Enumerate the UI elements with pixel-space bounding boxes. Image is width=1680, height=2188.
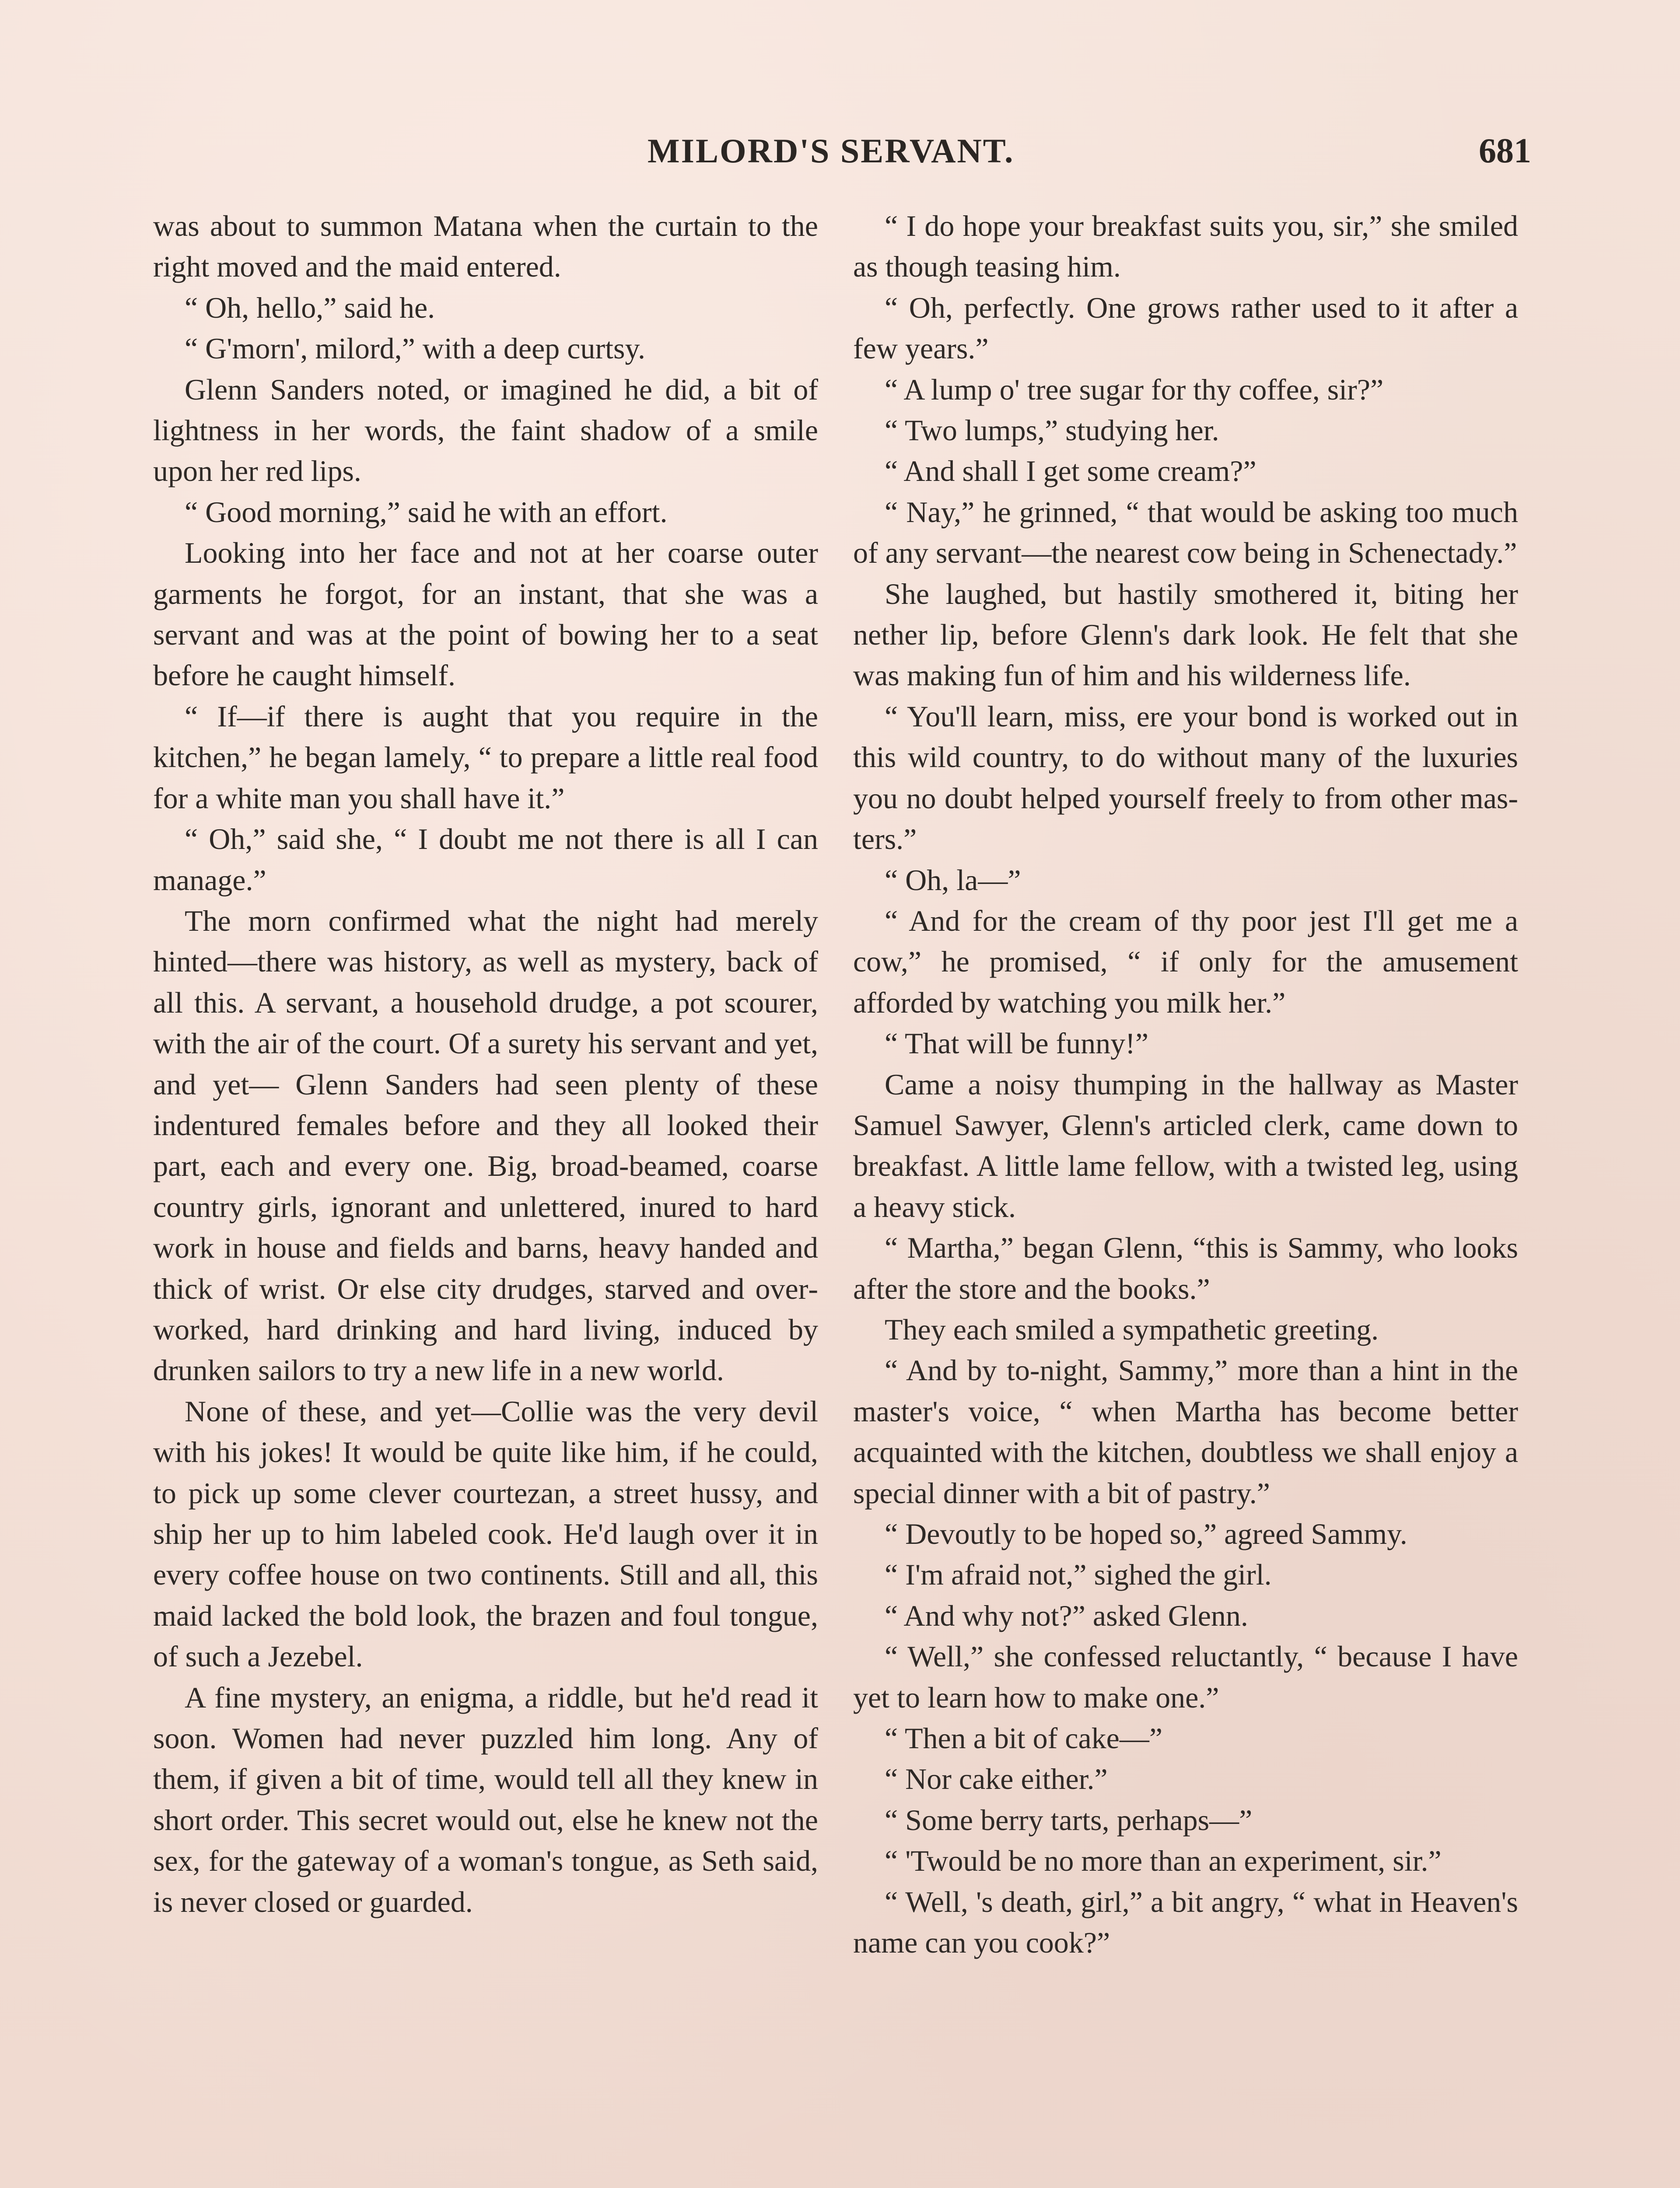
paragraph: “ 'Twould be no more than an experiment, sir.” xyxy=(885,1844,1442,1878)
paragraph: “ Nay,” he grinned, “ that would be asking too much of any servant—the nearest cow being in Schenectady.” xyxy=(853,495,1518,570)
paragraph: A fine mystery, an enigma, a riddle, but he'd read it soon. Women had never puzzled him long. Any of them, if given a bit of time, would tell all they knew in short order. This secret would out, else he knew not the sex, for the gateway of a woman's tongue, as Seth said, is never closed or guarded. xyxy=(153,1680,818,1918)
paragraph: “ I'm afraid not,” sighed the girl. xyxy=(885,1558,1272,1592)
paragraph: “ I do hope your breakfast suits you, sir,” she smiled as though teasing him. xyxy=(853,209,1518,284)
paragraph: “ G'morn', milord,” with a deep curtsy. xyxy=(185,332,646,365)
paragraph: “ That will be funny!” xyxy=(885,1027,1149,1060)
paragraph: “ Well, 's death, girl,” a bit angry, “ what in Heaven's name can you cook?” xyxy=(853,1885,1518,1960)
paragraph: They each smiled a sympathetic greeting. xyxy=(885,1312,1379,1346)
paragraph: Looking into her face and not at her coarse outer garments he forgot, for an instant, that she was a servant and was at the point of bowing her to a seat before he caught himself. xyxy=(153,536,818,692)
paragraph: “ And why not?” asked Glenn. xyxy=(885,1599,1248,1632)
paragraph: “ Then a bit of cake—” xyxy=(885,1722,1163,1755)
page-number: 681 xyxy=(1479,132,1531,170)
paragraph: “ Oh, perfectly. One grows rather used to it after a few years.” xyxy=(853,291,1518,365)
left-text-column xyxy=(153,206,818,1922)
paragraph: “ Nor cake either.” xyxy=(885,1762,1108,1796)
paragraph: “ And shall I get some cream?” xyxy=(885,454,1256,488)
paragraph: “ Good morning,” said he with an effort. xyxy=(185,495,668,529)
paragraph: “ And by to-night, Sammy,” more than a hint in the master's voice, “ when Martha has become better acquainted with the kitchen, doubtless we shall enjoy a special dinner with a bit of pastry.” xyxy=(853,1353,1518,1510)
paragraph: “ Some berry tarts, perhaps—” xyxy=(885,1803,1253,1837)
paragraph: “ Oh, la—” xyxy=(885,863,1021,897)
paragraph: was about to summon Matana when the curtain to the right moved and the maid entered. xyxy=(153,209,818,284)
paragraph: “ If—if there is aught that you require in the kitchen,” he began lamely, “ to prepare a little real food for a white man you shall have it.” xyxy=(153,699,818,815)
paragraph: “ Devoutly to be hoped so,” agreed Sammy. xyxy=(885,1517,1407,1550)
paragraph: The morn confirmed what the night had merely hinted—there was history, as well as mystery, back of all this. A servant, a household drudge, a pot scourer, with the air of the court. Of a surety his servant and yet, and yet— Glenn Sanders had seen plenty of these indentured females before and they all looked their part, each and every one. Big, broad-beamed, coarse country girls, ignorant and unlettered, inured to hard work in house and fields and barns, heavy handed and thick of wrist. Or else city drudges, starved and overworked, hard drinking and hard living, induced by drunken sailors to try a new life in a new world. xyxy=(153,904,818,1387)
paragraph: “ Two lumps,” studying her. xyxy=(885,414,1219,447)
paragraph: Glenn Sanders noted, or imagined he did, a bit of lightness in her words, the faint shadow of a smile upon her red lips. xyxy=(153,372,818,488)
paragraph: Came a noisy thumping in the hallway as Master Samuel Sawyer, Glenn's articled clerk, came down to breakfast. A little lame fellow, with a twisted leg, using a heavy stick. xyxy=(853,1067,1518,1224)
right-text-column xyxy=(853,206,1518,1963)
paragraph: “ You'll learn, miss, ere your bond is worked out in this wild country, to do without many of the luxuries you no doubt helped yourself freely to from other masters.” xyxy=(853,699,1518,856)
paragraph: She laughed, but hastily smothered it, biting her nether lip, before Glenn's dark look. He felt that she was making fun of him and his wilderness life. xyxy=(853,577,1518,692)
paragraph: “ A lump o' tree sugar for thy coffee, sir?” xyxy=(885,372,1384,406)
running-title: MILORD'S SERVANT. xyxy=(648,132,1015,170)
paragraph: “ Oh,” said she, “ I doubt me not there is all I can manage.” xyxy=(153,822,818,897)
paragraph: “ Martha,” began Glenn, “this is Sammy, who looks after the store and the books.” xyxy=(853,1231,1518,1305)
paragraph: “ Well,” she confessed reluctantly, “ because I have yet to learn how to make one.” xyxy=(853,1640,1518,1714)
paragraph: “ Oh, hello,” said he. xyxy=(185,291,435,324)
paragraph: None of these, and yet—Collie was the very devil with his jokes! It would be quite like him, if he could, to pick up some clever courtezan, a street hussy, and ship her up to him labeled cook. He'd laugh over it in every coffee house on two continents. Still and all, this maid lacked the bold look, the brazen and foul tongue, of such a Jezebel. xyxy=(153,1394,818,1673)
paragraph: “ And for the cream of thy poor jest I'll get me a cow,” he promised, “ if only for the amusement afforded by watching you milk her.” xyxy=(853,904,1518,1019)
running-header xyxy=(153,131,1531,179)
